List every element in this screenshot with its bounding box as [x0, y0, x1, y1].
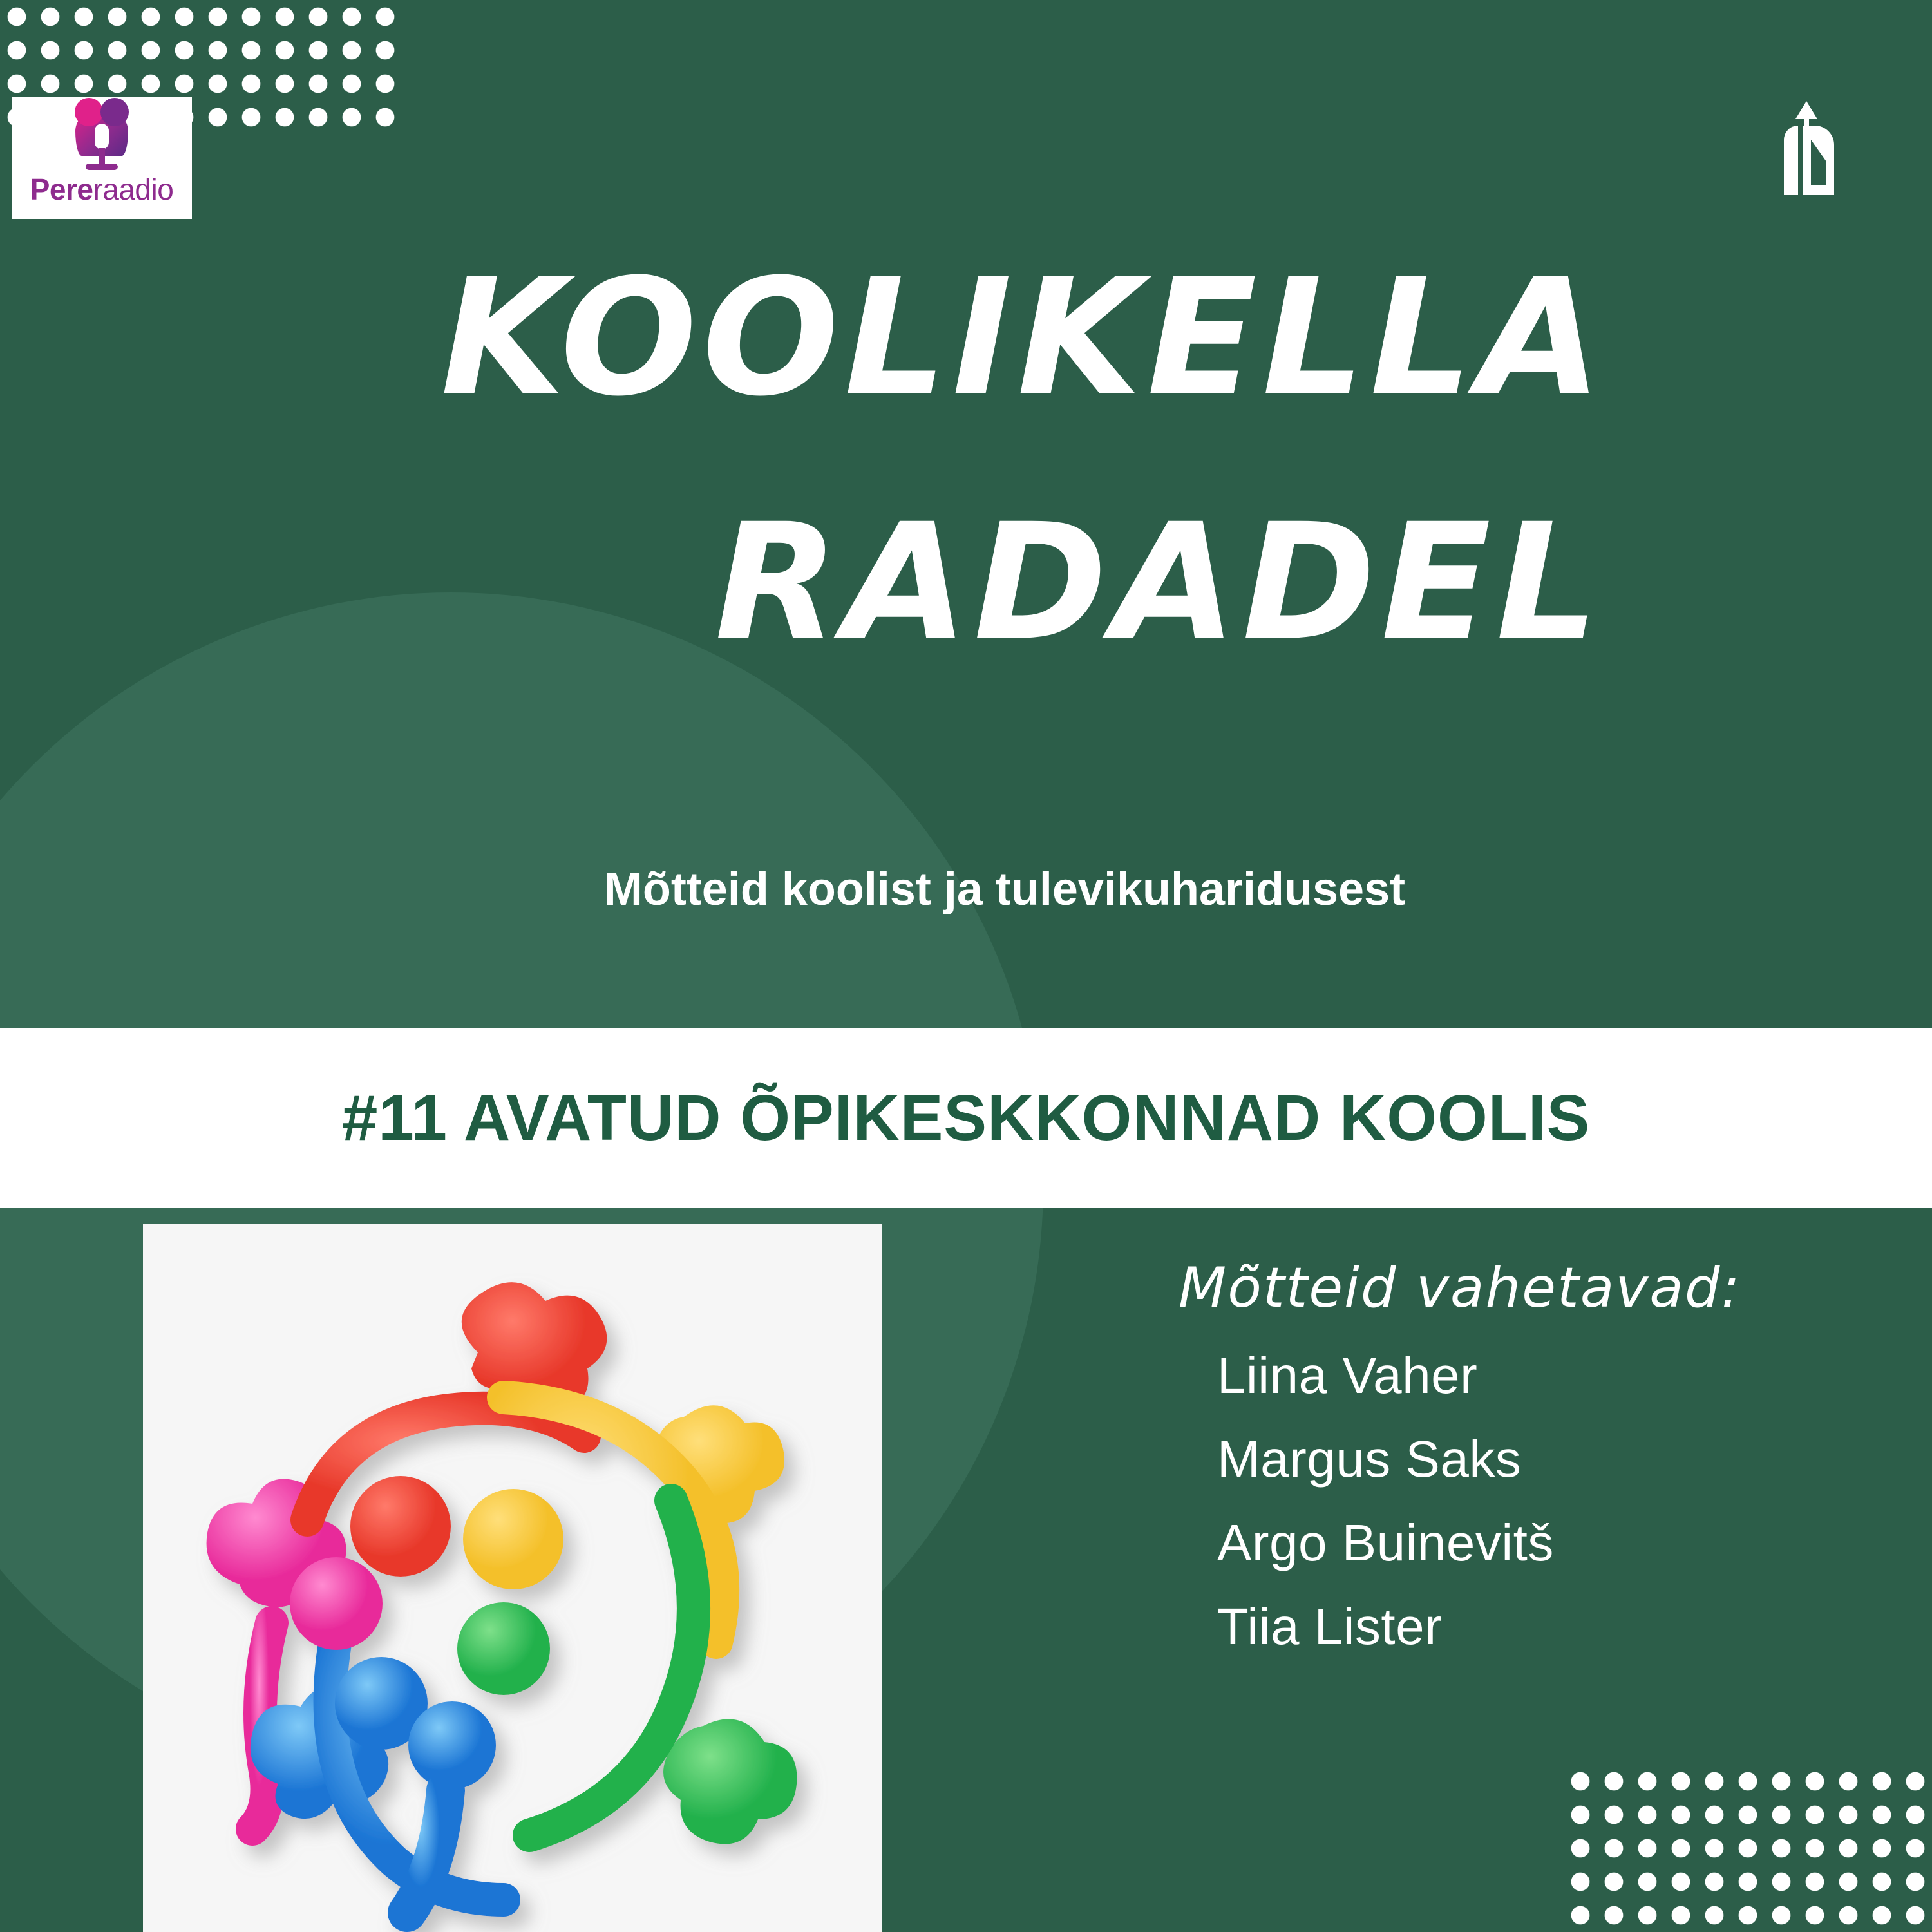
guests-panel [1179, 1256, 1861, 1681]
episode-title: #11 AVATUD ÕPIKESKKONNAD KOOLIS [341, 1081, 1591, 1154]
episode-title-band [0, 1028, 1932, 1208]
logo-wordmark-light: raadio [93, 172, 174, 206]
title-line-2: RADADEL [714, 489, 1604, 676]
show-subtitle: Mõtteid koolist ja tulevikuharidusest [603, 864, 1406, 915]
guest-name: Margus Saks [1217, 1430, 1522, 1488]
pereraadio-logo [12, 97, 192, 219]
logo-wordmark [30, 172, 174, 207]
title-line-1: KOOLIKELLA [440, 244, 1607, 431]
show-title [0, 244, 1932, 676]
guest-name: Tiia Lister [1217, 1598, 1443, 1655]
guest-name: Argo Buinevitš [1217, 1514, 1554, 1571]
dot-pattern-bottom-right [1564, 1765, 1932, 1932]
guests-heading: Mõtteid vahetavad: [1179, 1256, 1741, 1320]
episode-photo [143, 1224, 882, 1932]
heart-microphone-icon [66, 109, 137, 171]
tower-emblem-icon [1758, 100, 1855, 196]
guest-name: Liina Vaher [1217, 1347, 1478, 1404]
logo-wordmark-bold: Pere [30, 172, 93, 206]
